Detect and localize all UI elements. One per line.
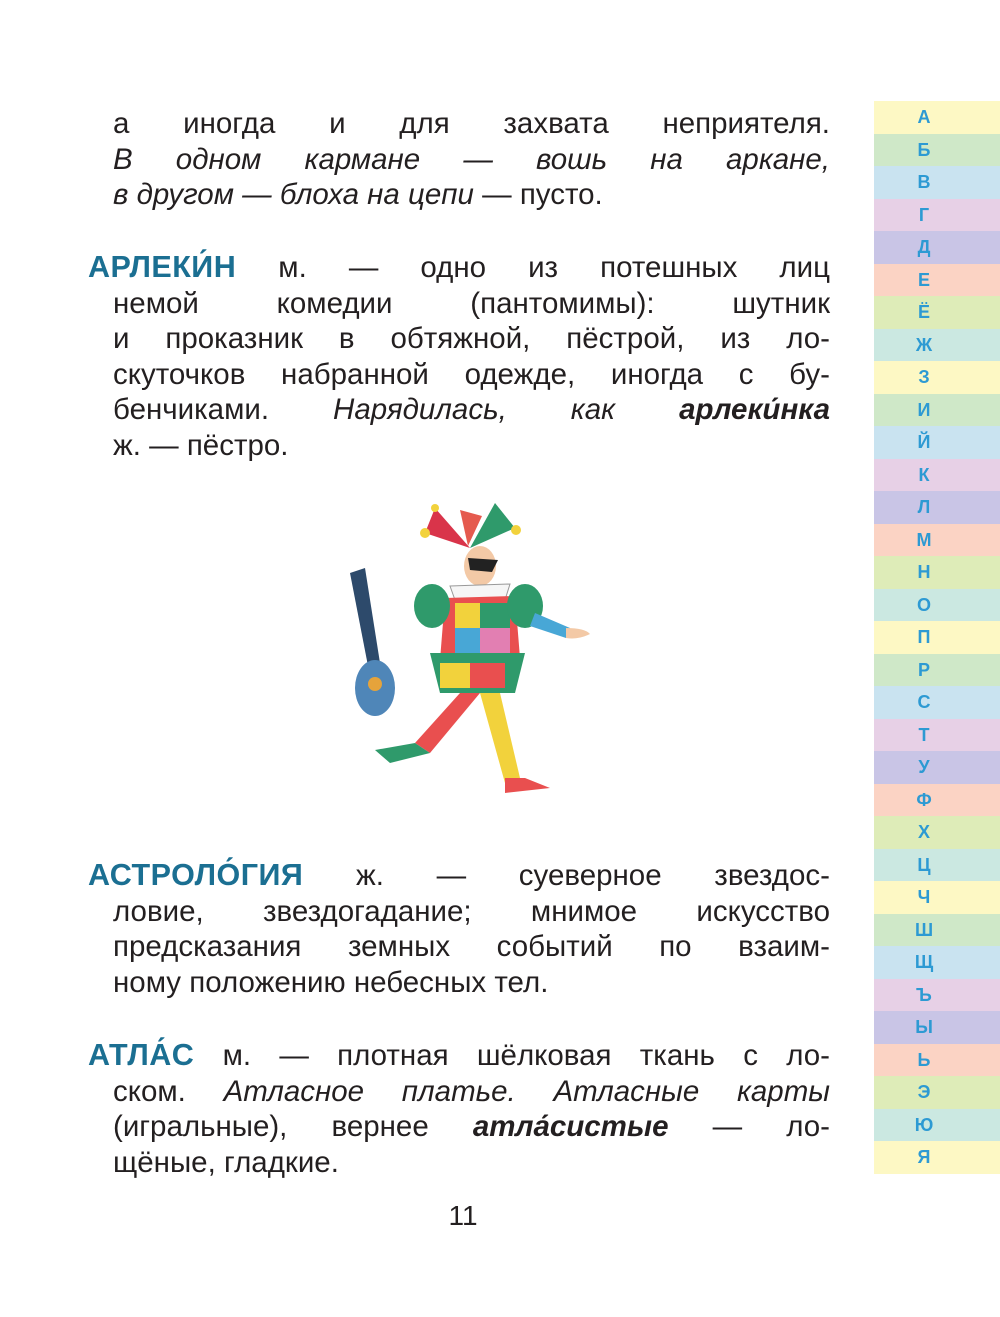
text-line: и проказник в обтяжной, пёстрой, из ло- — [113, 322, 830, 356]
text-line: ж. — пёстро. — [113, 428, 289, 462]
example-line — [88, 177, 830, 213]
alphabet-tab[interactable]: Ю — [874, 1109, 1000, 1142]
alphabet-tab[interactable]: З — [874, 361, 1000, 394]
alphabet-tab[interactable]: Ы — [874, 1011, 1000, 1044]
alphabet-tab[interactable]: Е — [874, 264, 1000, 297]
derived-word: арлеки́нка — [679, 393, 830, 427]
alphabet-tab[interactable]: Б — [874, 134, 1000, 167]
text-line: щёные, гладкие. — [113, 1145, 339, 1179]
example-text: Нарядилась, как — [333, 393, 680, 427]
alphabet-tab[interactable]: Щ — [874, 946, 1000, 979]
alphabet-tab[interactable]: С — [874, 686, 1000, 719]
alphabet-tab[interactable]: Г — [874, 199, 1000, 232]
text-fragment: (игральные), вернее — [113, 1110, 473, 1144]
text-line: скуточков набранной одежде, иногда с бу- — [113, 357, 830, 391]
entry-first-line — [88, 250, 830, 286]
entry-continuation — [88, 106, 830, 213]
text-line — [88, 392, 830, 428]
text-line: ловие, звездогадание; мнимое искусство — [113, 894, 830, 928]
text-line: а иногда и для захвата неприятеля. — [113, 107, 830, 140]
alphabet-tab[interactable]: Р — [874, 654, 1000, 687]
text-fragment: — ло- — [712, 1110, 830, 1144]
headword: АТЛА́С — [88, 1038, 195, 1072]
entry-first-line — [88, 858, 830, 894]
definition-text: ж. — суеверное звездос- — [303, 859, 830, 892]
alphabet-tab[interactable]: В — [874, 166, 1000, 199]
alphabet-tab[interactable]: Я — [874, 1141, 1000, 1174]
alphabet-tab[interactable]: О — [874, 589, 1000, 622]
text-line: ному положению небесных тел. — [113, 965, 549, 999]
entry-astrologia — [88, 858, 830, 1000]
example-line: В одном кармане — вошь на аркане, — [113, 142, 830, 176]
definition-text: м. — одно из потешных лиц — [236, 251, 830, 284]
alphabet-tab[interactable]: Т — [874, 719, 1000, 752]
text-line: немой комедии (пантомимы): шутник — [113, 286, 830, 320]
alphabet-tab[interactable]: Ъ — [874, 979, 1000, 1012]
alphabet-tab[interactable]: Ё — [874, 296, 1000, 329]
text-line — [88, 1074, 830, 1110]
alphabet-tab[interactable]: А — [874, 101, 1000, 134]
example-gloss: — пусто. — [473, 178, 603, 212]
alphabet-tab[interactable]: Л — [874, 491, 1000, 524]
page-number: 11 — [448, 1200, 478, 1231]
alphabet-tab[interactable]: Ф — [874, 784, 1000, 817]
entry-arlekin — [88, 250, 830, 464]
alphabet-tab[interactable]: Ж — [874, 329, 1000, 362]
text-line: предсказания земных событий по взаим- — [113, 930, 830, 964]
headword: АСТРОЛО́ГИЯ — [88, 858, 304, 892]
alphabet-index — [874, 101, 1000, 1174]
entry-atlas — [88, 1038, 830, 1180]
alphabet-tab[interactable]: П — [874, 621, 1000, 654]
alphabet-tab[interactable]: Д — [874, 231, 1000, 264]
alphabet-tab[interactable]: Ц — [874, 849, 1000, 882]
text-line — [88, 1109, 830, 1145]
alphabet-tab[interactable]: Ь — [874, 1044, 1000, 1077]
alphabet-tab[interactable]: Э — [874, 1076, 1000, 1109]
alphabet-tab[interactable]: Н — [874, 556, 1000, 589]
alphabet-tab[interactable]: К — [874, 459, 1000, 492]
alphabet-tab[interactable]: М — [874, 524, 1000, 557]
harlequin-illustration — [320, 488, 610, 823]
alphabet-tab[interactable]: Х — [874, 816, 1000, 849]
alphabet-tab[interactable]: Ш — [874, 914, 1000, 947]
alphabet-tab[interactable]: И — [874, 394, 1000, 427]
text-fragment: бенчиками. — [113, 393, 334, 427]
example-text: в другом — блоха на цепи — [113, 178, 474, 212]
definition-text: м. — плотная шёлковая ткань с ло- — [194, 1039, 830, 1072]
alphabet-tab[interactable]: Й — [874, 426, 1000, 459]
entry-first-line — [88, 1038, 830, 1074]
example-text: Атласное платье. Атласные карты — [223, 1074, 830, 1108]
derived-word: атла́систые — [472, 1110, 669, 1144]
alphabet-tab[interactable]: Ч — [874, 881, 1000, 914]
alphabet-tab[interactable]: У — [874, 751, 1000, 784]
headword: АРЛЕКИ́Н — [88, 250, 237, 284]
text-fragment: ском. — [113, 1074, 224, 1108]
